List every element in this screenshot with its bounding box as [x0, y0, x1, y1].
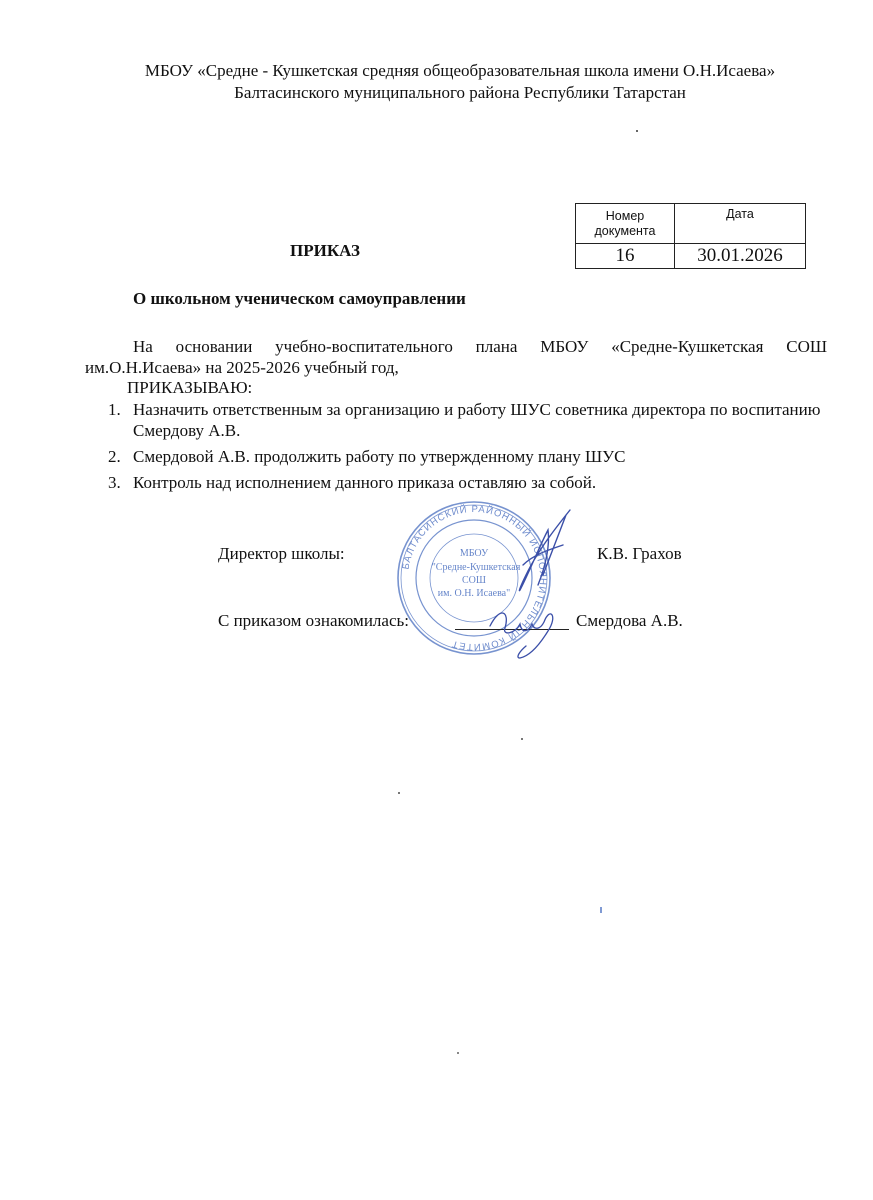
stamp-outer-text: БАЛТАСИНСКИЙ РАЙОННЫЙ ИСПОЛНИТЕЛЬНЫЙ КОМИТЕТ	[400, 503, 549, 653]
order-word: ПРИКАЗЫВАЮ:	[127, 378, 253, 397]
item-number: 1.	[108, 400, 121, 419]
stamp-line-4: им. О.Н. Исаева"	[437, 588, 511, 599]
order-items	[108, 399, 838, 498]
date-header: Дата	[675, 204, 806, 244]
acknowledgement-name: Смердова А.В.	[576, 611, 683, 630]
item-number: 2.	[108, 447, 121, 466]
scan-speck	[521, 738, 523, 740]
scan-speck	[398, 792, 400, 794]
item-text: Назначить ответственным за организацию и работу ШУС советника директора по воспитанию Смердову А.В.	[133, 400, 821, 440]
document-number: 16	[576, 244, 675, 269]
document-date: 30.01.2026	[675, 244, 806, 269]
director-name: К.В. Грахов	[597, 544, 682, 563]
item-number: 3.	[108, 473, 121, 492]
document-header	[60, 60, 860, 104]
stamp-line-1: МБОУ	[459, 548, 489, 559]
order-basis: На основании учебно-воспитательного плана МБОУ «Средне-Кушкетская СОШ им.О.Н.Исаева» на 2025-2026 учебный год,	[85, 337, 827, 377]
item-text: Смердовой А.В. продолжить работу по утвержденному плану ШУС	[133, 447, 626, 466]
list-item	[108, 446, 838, 467]
stamp-line-2: "Средне-Кушкетская	[431, 562, 521, 573]
scan-speck	[457, 1052, 459, 1054]
director-label: Директор школы:	[218, 544, 345, 563]
header-line-2: Балтасинского муниципального района Республики Татарстан	[234, 83, 686, 102]
order-subject: О школьном ученическом самоуправлении	[133, 289, 466, 308]
list-item	[108, 399, 838, 441]
scan-speck	[636, 130, 638, 132]
number-header: Номер документа	[576, 204, 675, 244]
acknowledgement-signature	[470, 596, 570, 666]
stamp-line-3: СОШ	[462, 575, 486, 586]
header-line-1: МБОУ «Средне - Кушкетская средняя общеобразовательная школа имени О.Н.Исаева»	[144, 61, 776, 80]
list-item	[108, 472, 838, 493]
acknowledgement-label: С приказом ознакомилась:	[218, 611, 409, 630]
director-signature	[488, 505, 588, 605]
order-title: ПРИКАЗ	[290, 241, 360, 260]
scan-speck	[600, 907, 602, 913]
document-number-table	[575, 203, 806, 269]
item-text: Контроль над исполнением данного приказа оставляю за собой.	[133, 473, 597, 492]
